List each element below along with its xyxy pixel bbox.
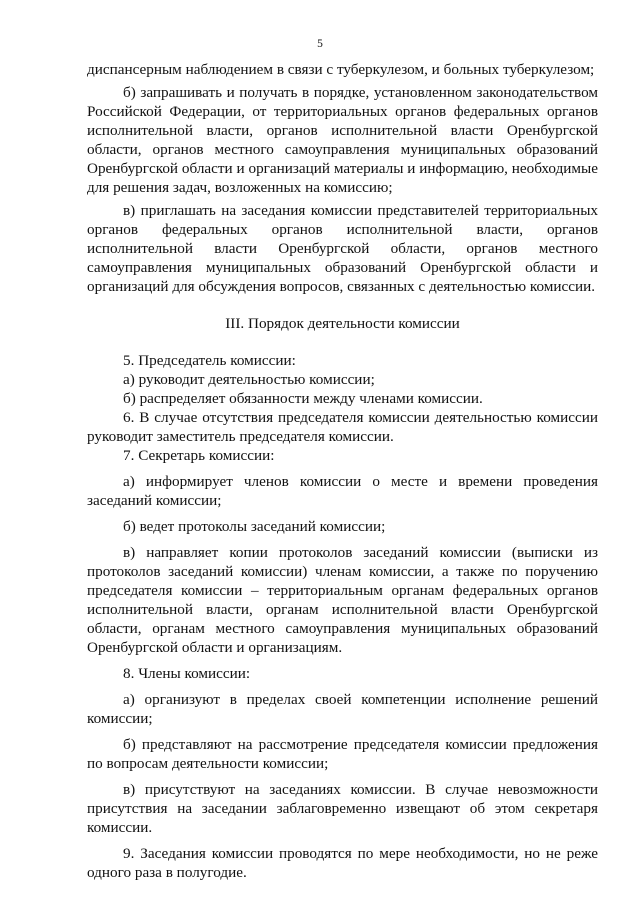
item-8c: в) присутствуют на заседаниях комиссии. В случае невозможности присутствия на заседании заблаговременно извещают об этом секретаря комиссии. (87, 781, 598, 836)
page-number: 5 (317, 38, 323, 50)
section-title: III. Порядок деятельности комиссии (225, 315, 460, 332)
paragraph-invite-representatives: в) приглашать на заседания комиссии представителей территориальных органов федеральных органов исполнительной власти, органов исполнительной власти Оренбургской области, органов местного самоуправления муниципальных образований Оренбургской области и организаций для обсуждения вопросов, связанных с деятельностью комиссии. (87, 202, 598, 295)
item-8-members: 8. Члены комиссии: (123, 665, 251, 682)
item-7-secretary: 7. Секретарь комиссии: (123, 447, 275, 464)
paragraph-request-materials: б) запрашивать и получать в порядке, установленном законодательством Российской Федерации, от территориальных органов федеральных органов исполнительной власти, органов исполнительной власти Оренбургской области, органов местного самоуправления муниципальных образований Оренбургской области и организаций материалы и информацию, необходимые для решения задач, возложенных на комиссию; (87, 84, 598, 196)
document-body (87, 60, 598, 882)
paragraph-continuation: диспансерным наблюдением в связи с туберкулезом, и больных туберкулезом; (87, 61, 595, 78)
item-5a: а) руководит деятельностью комиссии; (123, 371, 375, 388)
item-6-deputy: 6. В случае отсутствия председателя комиссии деятельностью комиссии руководит заместитель председателя комиссии. (87, 409, 598, 445)
item-9-meetings: 9. Заседания комиссии проводятся по мере необходимости, но не реже одного раза в полугодие. (87, 845, 598, 881)
item-8a: а) организуют в пределах своей компетенции исполнение решений комиссии; (87, 691, 598, 727)
item-5b: б) распределяет обязанности между членами комиссии. (123, 390, 483, 407)
item-7c: в) направляет копии протоколов заседаний комиссии (выписки из протоколов заседаний комиссии) членам комиссии, а также по поручению председателя комиссии – территориальным органам федеральных органов исполнительной власти, органам исполнительной власти Оренбургской области, органам местного самоуправления муниципальных образований Оренбургской области и организациям. (87, 544, 598, 656)
item-7b: б) ведет протоколы заседаний комиссии; (123, 518, 386, 535)
item-8b: б) представляют на рассмотрение председателя комиссии предложения по вопросам деятельности комиссии; (87, 736, 598, 772)
item-5-chairman: 5. Председатель комиссии: (123, 352, 296, 369)
item-7a: а) информирует членов комиссии о месте и времени проведения заседаний комиссии; (87, 473, 598, 509)
